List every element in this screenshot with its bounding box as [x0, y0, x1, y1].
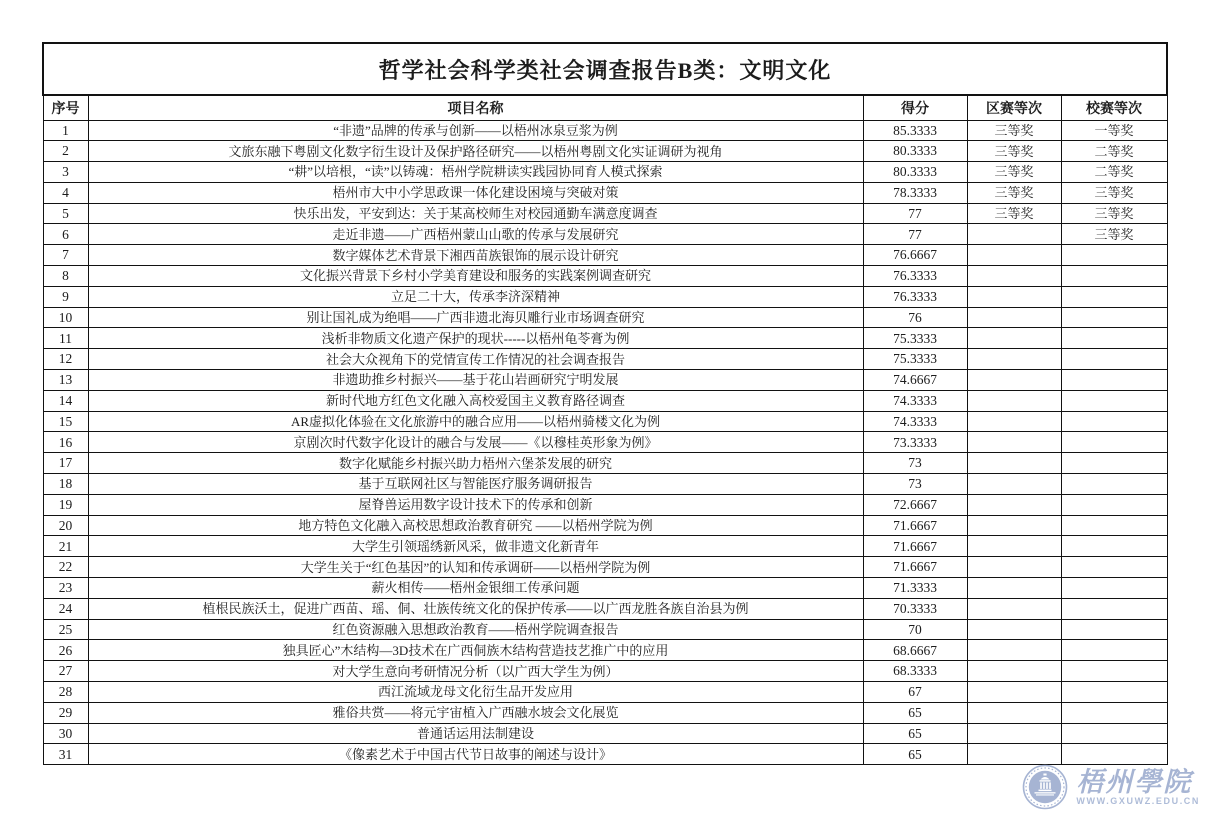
project-name: 新时代地方红色文化融入高校爱国主义教育路径调查 — [88, 390, 863, 411]
district-award-level — [967, 744, 1061, 765]
project-score: 65 — [863, 744, 967, 765]
district-award-level — [967, 494, 1061, 515]
table-row — [43, 162, 1167, 183]
district-award-level — [967, 474, 1061, 495]
row-index: 1 — [43, 120, 88, 141]
row-index: 7 — [43, 245, 88, 266]
school-award-level — [1061, 494, 1167, 515]
school-award-level — [1061, 557, 1167, 578]
project-score: 85.3333 — [863, 120, 967, 141]
row-index: 31 — [43, 744, 88, 765]
project-name: 社会大众视角下的党情宣传工作情况的社会调查报告 — [88, 349, 863, 370]
school-award-level — [1061, 619, 1167, 640]
table-header-row — [43, 95, 1167, 120]
table-row — [43, 619, 1167, 640]
district-award-level — [967, 619, 1061, 640]
table-row — [43, 141, 1167, 162]
project-name: 西江流域龙母文化衍生品开发应用 — [88, 682, 863, 703]
project-name: 数字媒体艺术背景下湘西苗族银饰的展示设计研究 — [88, 245, 863, 266]
project-name: 别让国礼成为绝唱——广西非遗北海贝雕行业市场调查研究 — [88, 307, 863, 328]
school-award-level — [1061, 515, 1167, 536]
table-row — [43, 328, 1167, 349]
project-score: 76.3333 — [863, 286, 967, 307]
university-website: WWW.GXUWZ.EDU.CN — [1076, 796, 1200, 807]
table-row — [43, 266, 1167, 287]
school-award-level — [1061, 661, 1167, 682]
project-name: “耕”以培根，“读”以铸魂：梧州学院耕读实践园协同育人模式探索 — [88, 162, 863, 183]
table-row — [43, 598, 1167, 619]
row-index: 21 — [43, 536, 88, 557]
row-index: 14 — [43, 390, 88, 411]
district-award-level — [967, 307, 1061, 328]
university-name: 梧州學院 — [1076, 766, 1193, 797]
district-award-level: 三等奖 — [967, 203, 1061, 224]
school-award-level — [1061, 474, 1167, 495]
watermark-text-block — [1076, 768, 1200, 806]
project-score: 72.6667 — [863, 494, 967, 515]
table-row — [43, 120, 1167, 141]
project-name: 数字化赋能乡村振兴助力梧州六堡茶发展的研究 — [88, 453, 863, 474]
project-name: 快乐出发，平安到达：关于某高校师生对校园通勤车满意度调查 — [88, 203, 863, 224]
district-award-level — [967, 640, 1061, 661]
project-score: 71.6667 — [863, 515, 967, 536]
table-title-row — [43, 43, 1167, 95]
project-name: 对大学生意向考研情况分析（以广西大学生为例） — [88, 661, 863, 682]
table-row — [43, 515, 1167, 536]
table-row — [43, 640, 1167, 661]
table-row — [43, 390, 1167, 411]
project-score: 74.6667 — [863, 370, 967, 391]
project-name: 立足二十大，传承李济深精神 — [88, 286, 863, 307]
row-index: 29 — [43, 702, 88, 723]
district-award-level — [967, 224, 1061, 245]
table-row — [43, 370, 1167, 391]
table-row — [43, 286, 1167, 307]
row-index: 5 — [43, 203, 88, 224]
school-award-level — [1061, 536, 1167, 557]
school-award-level — [1061, 723, 1167, 744]
table-row — [43, 224, 1167, 245]
project-name: 基于互联网社区与智能医疗服务调研报告 — [88, 474, 863, 495]
table-row — [43, 536, 1167, 557]
project-score: 71.6667 — [863, 557, 967, 578]
project-name: 京剧次时代数字化设计的融合与发展——《以穆桂英形象为例》 — [88, 432, 863, 453]
row-index: 9 — [43, 286, 88, 307]
school-award-level: 三等奖 — [1061, 182, 1167, 203]
table-row — [43, 702, 1167, 723]
project-name: 文旅东融下粤剧文化数字衍生设计及保护路径研究——以梧州粤剧文化实证调研为视角 — [88, 141, 863, 162]
project-name: “非遗”品牌的传承与创新——以梧州冰泉豆浆为例 — [88, 120, 863, 141]
school-award-level: 三等奖 — [1061, 224, 1167, 245]
district-award-level — [967, 598, 1061, 619]
table-row — [43, 245, 1167, 266]
project-name: 走近非遗——广西梧州蒙山山歌的传承与发展研究 — [88, 224, 863, 245]
district-award-level — [967, 536, 1061, 557]
row-index: 24 — [43, 598, 88, 619]
page-title: 哲学社会科学类社会调查报告B类：文明文化 — [43, 43, 1167, 95]
district-award-level — [967, 661, 1061, 682]
district-award-level — [967, 557, 1061, 578]
school-award-level — [1061, 432, 1167, 453]
district-award-level: 三等奖 — [967, 182, 1061, 203]
project-score: 77 — [863, 224, 967, 245]
school-award-level — [1061, 682, 1167, 703]
project-name: AR虚拟化体验在文化旅游中的融合应用——以梧州骑楼文化为例 — [88, 411, 863, 432]
row-index: 11 — [43, 328, 88, 349]
project-score: 67 — [863, 682, 967, 703]
row-index: 23 — [43, 578, 88, 599]
school-award-level — [1061, 286, 1167, 307]
row-index: 2 — [43, 141, 88, 162]
table-body — [43, 120, 1167, 765]
table-row — [43, 349, 1167, 370]
district-award-level: 三等奖 — [967, 120, 1061, 141]
district-award-level — [967, 453, 1061, 474]
school-award-level: 二等奖 — [1061, 162, 1167, 183]
school-award-level — [1061, 328, 1167, 349]
project-name: 地方特色文化融入高校思想政治教育研究 ——以梧州学院为例 — [88, 515, 863, 536]
district-award-level — [967, 245, 1061, 266]
row-index: 19 — [43, 494, 88, 515]
project-name: 浅析非物质文化遗产保护的现状-----以梧州龟苓膏为例 — [88, 328, 863, 349]
table-row — [43, 494, 1167, 515]
project-score: 70 — [863, 619, 967, 640]
school-award-level — [1061, 266, 1167, 287]
row-index: 30 — [43, 723, 88, 744]
project-name: 文化振兴背景下乡村小学美育建设和服务的实践案例调查研究 — [88, 266, 863, 287]
row-index: 28 — [43, 682, 88, 703]
row-index: 10 — [43, 307, 88, 328]
project-score: 80.3333 — [863, 141, 967, 162]
project-score: 77 — [863, 203, 967, 224]
university-watermark — [1022, 764, 1200, 810]
project-name: 独具匠心”木结构—3D技术在广西侗族木结构营造技艺推广中的应用 — [88, 640, 863, 661]
district-award-level — [967, 723, 1061, 744]
project-score: 73.3333 — [863, 432, 967, 453]
school-award-level — [1061, 744, 1167, 765]
school-award-level — [1061, 370, 1167, 391]
project-score: 65 — [863, 723, 967, 744]
table-row — [43, 723, 1167, 744]
header-project-name: 项目名称 — [88, 95, 863, 120]
project-score: 71.6667 — [863, 536, 967, 557]
project-score: 75.3333 — [863, 328, 967, 349]
school-award-level — [1061, 640, 1167, 661]
district-award-level — [967, 682, 1061, 703]
project-score: 68.3333 — [863, 661, 967, 682]
table-row — [43, 682, 1167, 703]
row-index: 26 — [43, 640, 88, 661]
school-award-level: 三等奖 — [1061, 203, 1167, 224]
project-score: 71.3333 — [863, 578, 967, 599]
table-row — [43, 203, 1167, 224]
row-index: 17 — [43, 453, 88, 474]
row-index: 22 — [43, 557, 88, 578]
project-name: 梧州市大中小学思政课一体化建设困境与突破对策 — [88, 182, 863, 203]
project-score: 80.3333 — [863, 162, 967, 183]
project-name: 大学生引领瑶绣新风采，做非遗文化新青年 — [88, 536, 863, 557]
project-name: 普通话运用法制建设 — [88, 723, 863, 744]
project-score: 76 — [863, 307, 967, 328]
header-district-award: 区赛等次 — [967, 95, 1061, 120]
project-name: 雅俗共赏——将元宇宙植入广西融水坡会文化展览 — [88, 702, 863, 723]
district-award-level — [967, 349, 1061, 370]
district-award-level — [967, 702, 1061, 723]
district-award-level — [967, 515, 1061, 536]
table-row — [43, 411, 1167, 432]
header-score: 得分 — [863, 95, 967, 120]
row-index: 6 — [43, 224, 88, 245]
school-award-level — [1061, 578, 1167, 599]
row-index: 13 — [43, 370, 88, 391]
district-award-level — [967, 578, 1061, 599]
project-score: 68.6667 — [863, 640, 967, 661]
school-award-level — [1061, 453, 1167, 474]
table-row — [43, 661, 1167, 682]
table-row — [43, 182, 1167, 203]
project-score: 73 — [863, 474, 967, 495]
project-score: 74.3333 — [863, 411, 967, 432]
table-row — [43, 578, 1167, 599]
table-row — [43, 474, 1167, 495]
district-award-level — [967, 370, 1061, 391]
project-score: 76.6667 — [863, 245, 967, 266]
project-name: 大学生关于“红色基因”的认知和传承调研——以梧州学院为例 — [88, 557, 863, 578]
district-award-level — [967, 432, 1061, 453]
school-award-level: 一等奖 — [1061, 120, 1167, 141]
row-index: 27 — [43, 661, 88, 682]
project-name: 红色资源融入思想政治教育——梧州学院调查报告 — [88, 619, 863, 640]
school-award-level — [1061, 245, 1167, 266]
school-award-level — [1061, 349, 1167, 370]
header-school-award: 校赛等次 — [1061, 95, 1167, 120]
school-award-level — [1061, 411, 1167, 432]
project-name: 屋脊兽运用数字设计技术下的传承和创新 — [88, 494, 863, 515]
school-award-level — [1061, 702, 1167, 723]
project-name: 植根民族沃土，促进广西苗、瑶、侗、壮族传统文化的保护传承——以广西龙胜各族自治县为例 — [88, 598, 863, 619]
university-seal-icon — [1022, 764, 1068, 810]
table-row — [43, 744, 1167, 765]
district-award-level — [967, 390, 1061, 411]
district-award-level — [967, 266, 1061, 287]
report-table — [42, 42, 1168, 765]
row-index: 16 — [43, 432, 88, 453]
project-score: 74.3333 — [863, 390, 967, 411]
school-award-level — [1061, 307, 1167, 328]
district-award-level: 三等奖 — [967, 162, 1061, 183]
project-score: 73 — [863, 453, 967, 474]
district-award-level — [967, 328, 1061, 349]
project-score: 75.3333 — [863, 349, 967, 370]
project-score: 65 — [863, 702, 967, 723]
header-index: 序号 — [43, 95, 88, 120]
table-row — [43, 557, 1167, 578]
school-award-level — [1061, 598, 1167, 619]
project-score: 78.3333 — [863, 182, 967, 203]
school-award-level: 二等奖 — [1061, 141, 1167, 162]
table-row — [43, 307, 1167, 328]
row-index: 4 — [43, 182, 88, 203]
project-name: 《像素艺术于中国古代节日故事的阐述与设计》 — [88, 744, 863, 765]
project-score: 76.3333 — [863, 266, 967, 287]
row-index: 18 — [43, 474, 88, 495]
school-award-level — [1061, 390, 1167, 411]
row-index: 3 — [43, 162, 88, 183]
row-index: 25 — [43, 619, 88, 640]
district-award-level — [967, 411, 1061, 432]
row-index: 20 — [43, 515, 88, 536]
project-name: 薪火相传——梧州金银细工传承问题 — [88, 578, 863, 599]
project-score: 70.3333 — [863, 598, 967, 619]
row-index: 8 — [43, 266, 88, 287]
table-row — [43, 453, 1167, 474]
project-name: 非遗助推乡村振兴——基于花山岩画研究宁明发展 — [88, 370, 863, 391]
row-index: 15 — [43, 411, 88, 432]
table-row — [43, 432, 1167, 453]
row-index: 12 — [43, 349, 88, 370]
district-award-level: 三等奖 — [967, 141, 1061, 162]
district-award-level — [967, 286, 1061, 307]
